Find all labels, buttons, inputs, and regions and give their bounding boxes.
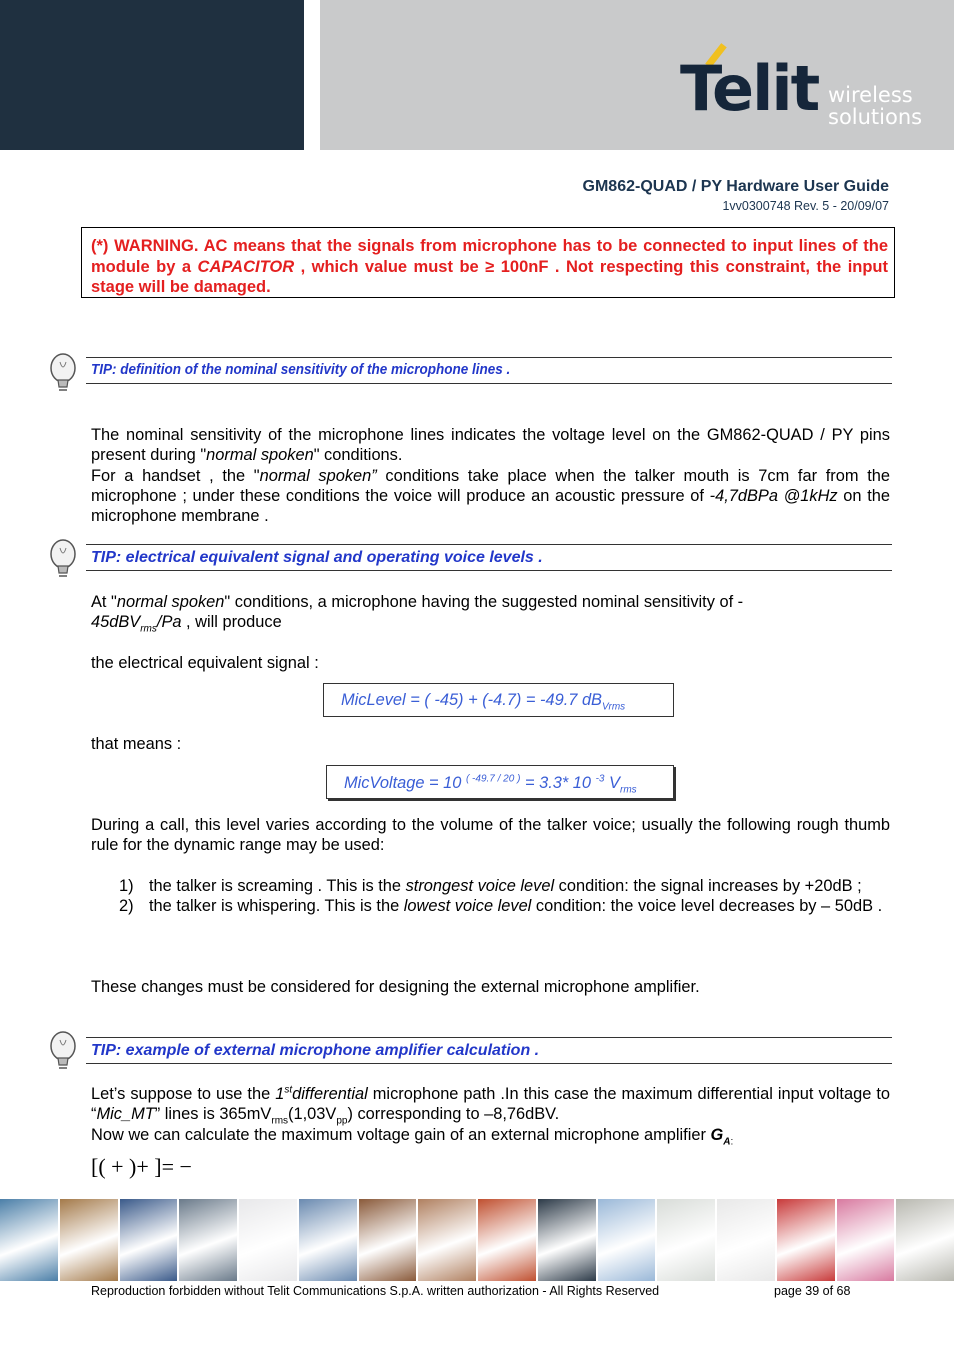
text: ” lines is 365mV <box>154 1105 272 1124</box>
photo-tile <box>598 1199 656 1281</box>
paragraph-gain <box>91 1125 890 1148</box>
lightbulb-icon <box>48 1028 78 1072</box>
text-subscript: : <box>730 1136 734 1148</box>
text: " conditions. <box>313 446 403 465</box>
tip-rule-bottom <box>86 383 892 384</box>
tip-rule-top <box>86 544 892 545</box>
header-banner-dark <box>0 0 304 150</box>
footer-page-number: page 39 of 68 <box>774 1284 851 1298</box>
tip-title-sensitivity: TIP: definition of the nominal sensitivity of the microphone lines . <box>91 361 511 378</box>
text-italic: Mic_MT <box>96 1105 155 1124</box>
photo-tile <box>478 1199 536 1281</box>
logo-tagline-line1: wireless <box>828 83 913 107</box>
text-italic: normal spoken” <box>259 467 377 485</box>
paragraph-that-means: that means : <box>91 735 182 753</box>
tip-title-amplifier: TIP: example of external microphone amplifier calculation . <box>91 1042 540 1059</box>
formula-mic-level <box>323 683 674 717</box>
voice-level-list <box>91 876 890 916</box>
formula-text: MicVoltage = 10 <box>344 774 466 792</box>
photo-tile <box>0 1199 58 1281</box>
photo-tile <box>418 1199 476 1281</box>
tip-rule-bottom <box>86 1063 892 1064</box>
photo-tile <box>299 1199 357 1281</box>
tip-rule-bottom <box>86 570 892 571</box>
photo-tile <box>538 1199 596 1281</box>
warning-capacitor: CAPACITOR <box>197 257 295 276</box>
footer-copyright: Reproduction forbidden without Telit Communications S.p.A. written authorization - All Rights Reserved <box>91 1284 660 1298</box>
text: , will produce <box>181 613 282 632</box>
formula-subscript: rms <box>620 784 637 796</box>
text-bold-italic: G <box>710 1126 724 1144</box>
formula-mic-voltage <box>326 765 674 799</box>
text: ) corresponding to –8,76dBV. <box>347 1105 560 1124</box>
photo-tile <box>717 1199 775 1281</box>
list-number: 2) <box>119 897 134 916</box>
photo-tile <box>120 1199 178 1281</box>
text: Let’s suppose to use the <box>91 1085 276 1103</box>
text-italic: normal spoken <box>116 593 225 611</box>
text-subscript: pp <box>336 1115 348 1127</box>
paragraph-equivalent-signal: the electrical equivalent signal : <box>91 654 319 672</box>
footer-photo-strip <box>0 1199 954 1281</box>
formula-text: V <box>604 774 620 792</box>
text: For a handset , the " <box>91 467 260 485</box>
document-revision: 1vv0300748 Rev. 5 - 20/09/07 <box>722 199 889 213</box>
text: The nominal sensitivity of the microphone lines indicates the voltage level on the GM862-QUAD / PY pins present during " <box>91 426 890 465</box>
list-item <box>91 896 890 916</box>
paragraph-sensitivity-2 <box>91 466 890 527</box>
text-italic: differential <box>292 1085 368 1103</box>
paragraph-sensitivity-1 <box>91 425 890 465</box>
formula-superscript: -3 <box>595 773 605 785</box>
photo-tile <box>657 1199 715 1281</box>
text: (1,03V <box>288 1105 337 1124</box>
document-title: GM862-QUAD / PY Hardware User Guide <box>582 178 889 195</box>
paragraph-differential-path <box>91 1084 890 1127</box>
tip-title-voice-levels: TIP: electrical equivalent signal and operating voice levels . <box>91 549 543 566</box>
photo-tile <box>239 1199 297 1281</box>
formula-text: = 3.3* 10 <box>520 774 596 792</box>
text-subscript: rms <box>271 1115 289 1127</box>
text: Now we can calculate the maximum voltage gain of an external microphone amplifier <box>91 1126 711 1144</box>
text-italic: /Pa <box>156 613 182 632</box>
photo-tile <box>179 1199 237 1281</box>
text-italic: normal spoken <box>206 446 314 465</box>
photo-tile <box>896 1199 954 1281</box>
formula-superscript: ( -49.7 / 20 ) <box>465 773 521 785</box>
warning-text-1: (*) WARNING. AC means that the signals from microphone has to be connected to input lines of the module by a <box>91 237 888 276</box>
text-italic: 45dBV <box>91 613 141 632</box>
text: conditions take place when the talker mouth is 7cm far from the microphone ; under these conditions the voice will produce an acoustic pressure of <box>91 467 890 506</box>
text: " conditions, a microphone having the suggested nominal sensitivity of - <box>224 593 744 611</box>
warning-text-2: , which value must be ≥ 100nF . Not respecting this constraint, the input stage will be damaged. <box>91 257 889 296</box>
text: the talker is whispering. This is the <box>149 897 404 916</box>
text-italic: lowest voice level <box>403 897 532 916</box>
paragraph-dynamic-range: During a call, this level varies according to the volume of the talker voice; usually the following rough thumb rule for the dynamic range may be used: <box>91 816 890 855</box>
photo-tile <box>359 1199 417 1281</box>
text-italic: 1 <box>275 1085 285 1103</box>
telit-logo: Telit <box>680 52 819 125</box>
text: microphone path .In this case the maximum differential input voltage to “ <box>91 1085 890 1124</box>
paragraph-design-note: These changes must be considered for designing the external microphone amplifier. <box>91 978 700 996</box>
logo-tagline-line2: solutions <box>828 105 923 129</box>
text: on the microphone membrane . <box>91 487 890 526</box>
text-italic: -4,7dBPa @1kHz <box>709 487 838 506</box>
text-subscript: rms <box>140 623 157 635</box>
photo-tile <box>777 1199 835 1281</box>
formula-subscript: Vrms <box>602 701 626 713</box>
formula-text: MicLevel = ( -45) + (-4.7) = -49.7 dB <box>341 691 602 709</box>
lightbulb-icon <box>48 350 78 394</box>
photo-tile <box>837 1199 895 1281</box>
text: condition: the voice level decreases by – 50dB . <box>531 897 883 916</box>
tip-rule-top <box>86 357 892 358</box>
text-subscript: A <box>723 1136 731 1148</box>
lightbulb-icon <box>48 536 78 580</box>
paragraph-normal-spoken <box>91 592 890 635</box>
text: At " <box>91 593 117 611</box>
list-number: 1) <box>119 877 134 895</box>
text-superscript: st <box>284 1084 293 1096</box>
photo-tile <box>60 1199 118 1281</box>
text: the talker is screaming . This is the <box>149 877 406 895</box>
gain-equation-partial: [( + )+ ]= − <box>91 1154 192 1179</box>
tip-rule-top <box>86 1037 892 1038</box>
list-item <box>91 876 890 896</box>
text: condition: the signal increases by +20dB ; <box>554 877 862 895</box>
logo-tagline <box>828 84 922 128</box>
text-italic: strongest voice level <box>405 877 555 895</box>
warning-box <box>81 227 895 298</box>
